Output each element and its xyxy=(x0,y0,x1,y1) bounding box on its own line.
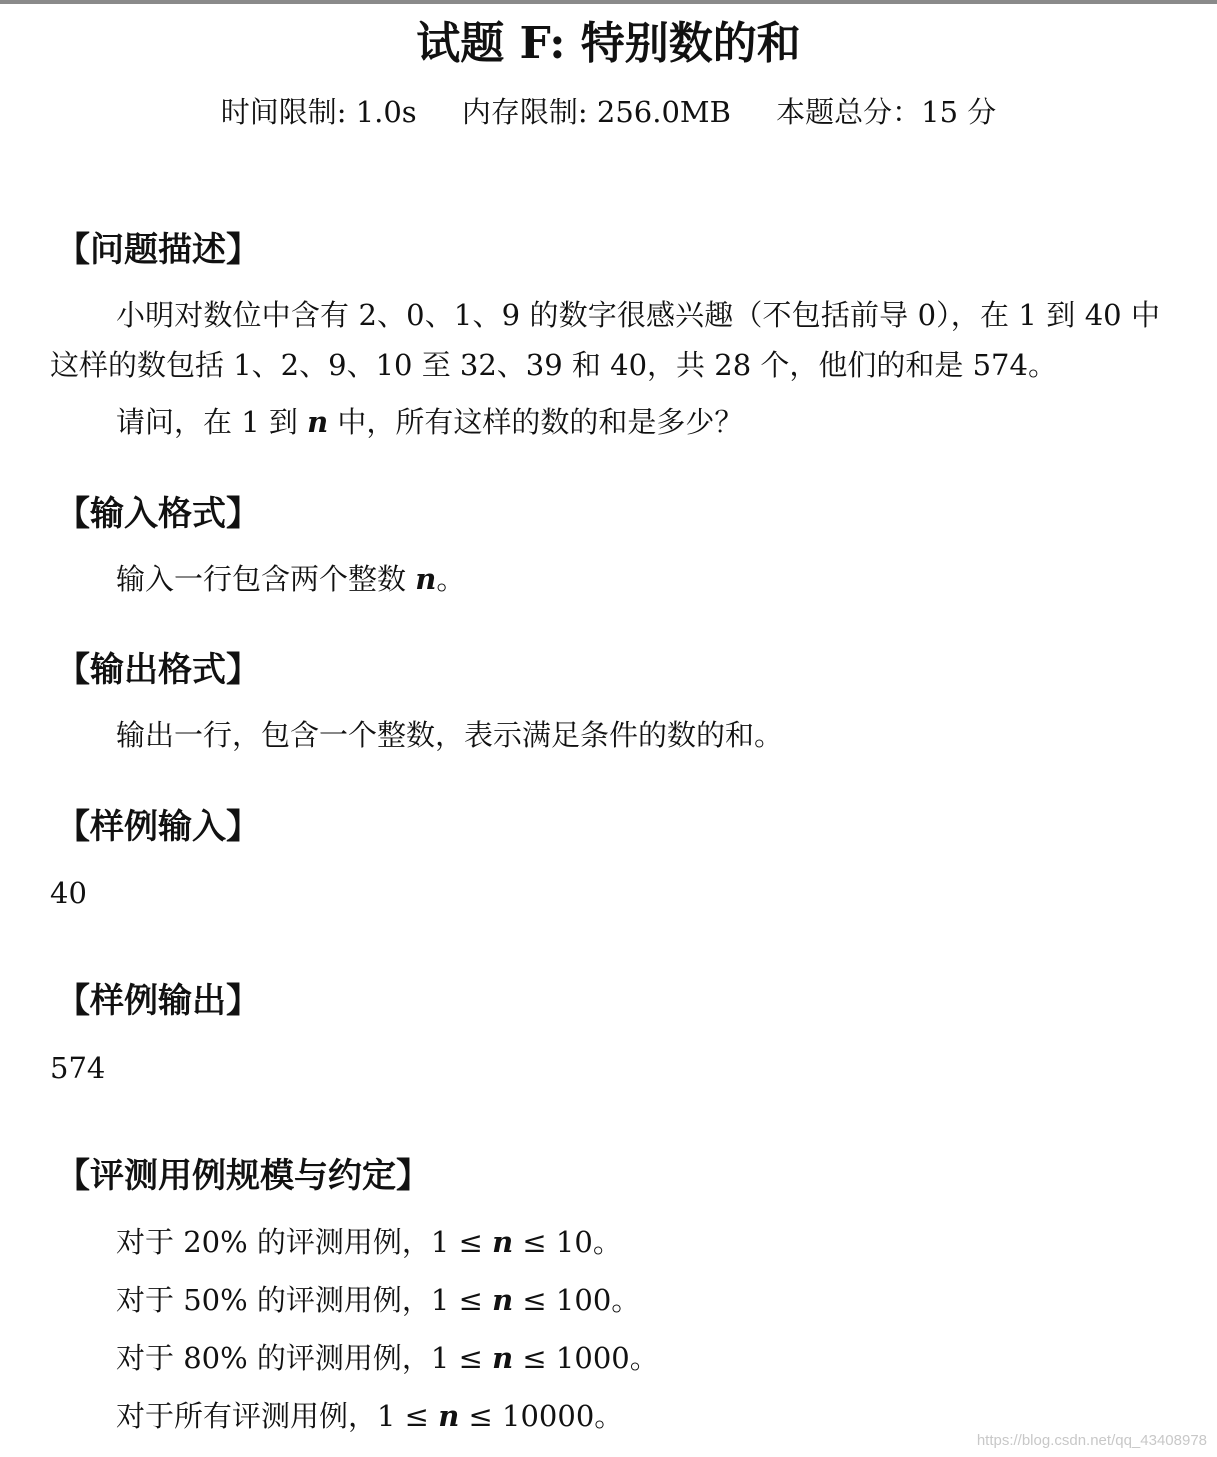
sample-input-value: 40 xyxy=(50,876,87,910)
constraint-item xyxy=(116,1217,622,1267)
constraint-text-before: 对于 80% 的评测用例，1 ≤ xyxy=(116,1341,493,1375)
math-var-n: n xyxy=(415,562,437,596)
description-paragraph: 小明对数位中含有 2、0、1、9 的数字很感兴趣（不包括前导 0），在 1 到 40 中这样的数包括 1、2、9、10 至 32、39 和 40，共 28 个，他们的和是 574。 xyxy=(50,298,1160,382)
constraint-text-before: 对于 20% 的评测用例，1 ≤ xyxy=(116,1225,493,1259)
question-text-after: 中，所有这样的数的和是多少？ xyxy=(328,405,744,439)
constraint-item xyxy=(116,1333,659,1383)
constraint-text-after: ≤ 100。 xyxy=(513,1283,641,1317)
description-heading: 【问题描述】 xyxy=(56,230,260,270)
input-format-text xyxy=(116,554,465,604)
math-var-n: n xyxy=(438,1399,460,1433)
sample-output-heading: 【样例输出】 xyxy=(56,981,260,1021)
top-rule xyxy=(0,0,1217,4)
constraint-item xyxy=(116,1275,640,1325)
input-text-after: 。 xyxy=(436,562,466,596)
problem-title: 试题 F: 特别数的和 xyxy=(416,18,801,69)
output-format-text: 输出一行，包含一个整数，表示满足条件的数的和。 xyxy=(116,718,784,752)
constraint-text-after: ≤ 10。 xyxy=(513,1225,622,1259)
math-var-n: n xyxy=(492,1283,514,1317)
watermark: https://blog.csdn.net/qq_43408978 xyxy=(976,1432,1207,1449)
constraint-text-before: 对于 50% 的评测用例，1 ≤ xyxy=(116,1283,493,1317)
math-var-n: n xyxy=(307,405,329,439)
sample-input-heading: 【样例输入】 xyxy=(56,807,260,847)
math-var-n: n xyxy=(492,1341,514,1375)
input-text-before: 输入一行包含两个整数 xyxy=(116,562,416,596)
constraint-item xyxy=(116,1391,623,1441)
math-var-n: n xyxy=(492,1225,514,1259)
constraint-text-after: ≤ 10000。 xyxy=(459,1399,624,1433)
question-text-before: 请问，在 1 到 xyxy=(116,405,308,439)
output-format-heading: 【输出格式】 xyxy=(56,650,260,690)
constraint-text-after: ≤ 1000。 xyxy=(513,1341,659,1375)
constraints-heading: 【评测用例规模与约定】 xyxy=(56,1156,430,1196)
total-score: 本题总分：15 分 xyxy=(776,95,997,129)
problem-meta xyxy=(0,90,1217,134)
constraint-text-before: 对于所有评测用例，1 ≤ xyxy=(116,1399,439,1433)
sample-output-value: 574 xyxy=(50,1051,106,1085)
memory-limit: 内存限制: 256.0MB xyxy=(461,95,731,129)
description-question xyxy=(116,397,743,447)
time-limit: 时间限制: 1.0s xyxy=(220,95,417,129)
input-format-heading: 【输入格式】 xyxy=(56,494,260,534)
